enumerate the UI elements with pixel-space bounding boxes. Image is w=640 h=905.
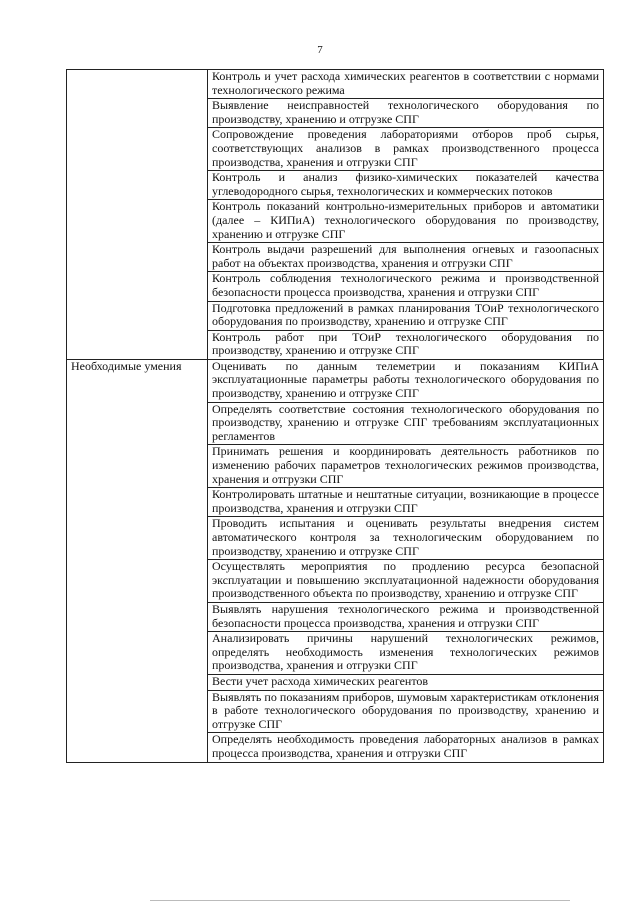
skill-cell: Определять соответствие состояния технологического оборудования по производству, хранению и отгрузке СПГ требованиям эксплуатационных регламентов [208, 402, 604, 445]
task-cell: Контроль выдачи разрешений для выполнения огневых и газоопасных работ на объектах производства, хранения и отгрузки СПГ [208, 243, 604, 272]
skill-cell: Контролировать штатные и нештатные ситуации, возникающие в процессе производства, хранения и отгрузки СПГ [208, 488, 604, 517]
task-cell: Контроль показаний контрольно-измерительных приборов и автоматики (далее – КИПиА) технологического оборудования по производству, хранению и отгрузке СПГ [208, 200, 604, 243]
skill-cell: Выявлять по показаниям приборов, шумовым характеристикам отклонения в работе технологического оборудования по производству, хранению и отгрузке СПГ [208, 690, 604, 733]
skill-cell: Анализировать причины нарушений технологических режимов, определять необходимость изменения технологических режимов производства, хранения и отгрузки СПГ [208, 632, 604, 675]
skills-label: Необходимые умения [67, 359, 208, 762]
competency-table [66, 69, 604, 763]
skill-cell: Осуществлять мероприятия по продлению ресурса безопасной эксплуатации и повышению эксплуатационной надежности оборудования производственного объекта по производству, хранению и отгрузке СПГ [208, 560, 604, 603]
table-row [67, 70, 604, 99]
task-cell: Контроль работ при ТОиР технологического оборудования по производству, хранению и отгрузке СПГ [208, 330, 604, 359]
task-cell: Выявление неисправностей технологического оборудования по производству, хранению и отгрузке СПГ [208, 99, 604, 128]
skill-cell: Принимать решения и координировать деятельность работников по изменению рабочих параметров технологических режимов производства, хранения и отгрузки СПГ [208, 445, 604, 488]
scan-edge-line [150, 900, 570, 901]
skill-cell: Оценивать по данным телеметрии и показаниям КИПиА эксплуатационные параметры работы технологического оборудования по производству, хранению и отгрузке СПГ [208, 359, 604, 402]
task-cell: Подготовка предложений в рамках планирования ТОиР технологического оборудования по производству, хранению и отгрузке СПГ [208, 301, 604, 330]
task-cell: Контроль и анализ физико-химических показателей качества углеводородного сырья, технологических и коммерческих потоков [208, 171, 604, 200]
task-cell: Контроль соблюдения технологического режима и производственной безопасности процесса производства, хранения и отгрузки СПГ [208, 272, 604, 301]
table-row [67, 359, 604, 402]
skill-cell: Проводить испытания и оценивать результаты внедрения систем автоматического контроля за технологическим оборудованием по производству, хранению и отгрузке СПГ [208, 517, 604, 560]
skill-cell: Вести учет расхода химических реагентов [208, 674, 604, 690]
task-cell: Сопровождение проведения лабораториями отборов проб сырья, соответствующих анализов в рамках производственного процесса производства, хранения и отгрузки СПГ [208, 128, 604, 171]
skill-cell: Выявлять нарушения технологического режима и производственной безопасности процесса производства, хранения и отгрузки СПГ [208, 602, 604, 631]
label-cell-continued [67, 70, 208, 360]
task-cell: Контроль и учет расхода химических реагентов в соответствии с нормами технологического режима [208, 70, 604, 99]
skill-cell: Определять необходимость проведения лабораторных анализов в рамках процесса производства, хранения и отгрузки СПГ [208, 733, 604, 762]
page-number: 7 [317, 44, 323, 56]
